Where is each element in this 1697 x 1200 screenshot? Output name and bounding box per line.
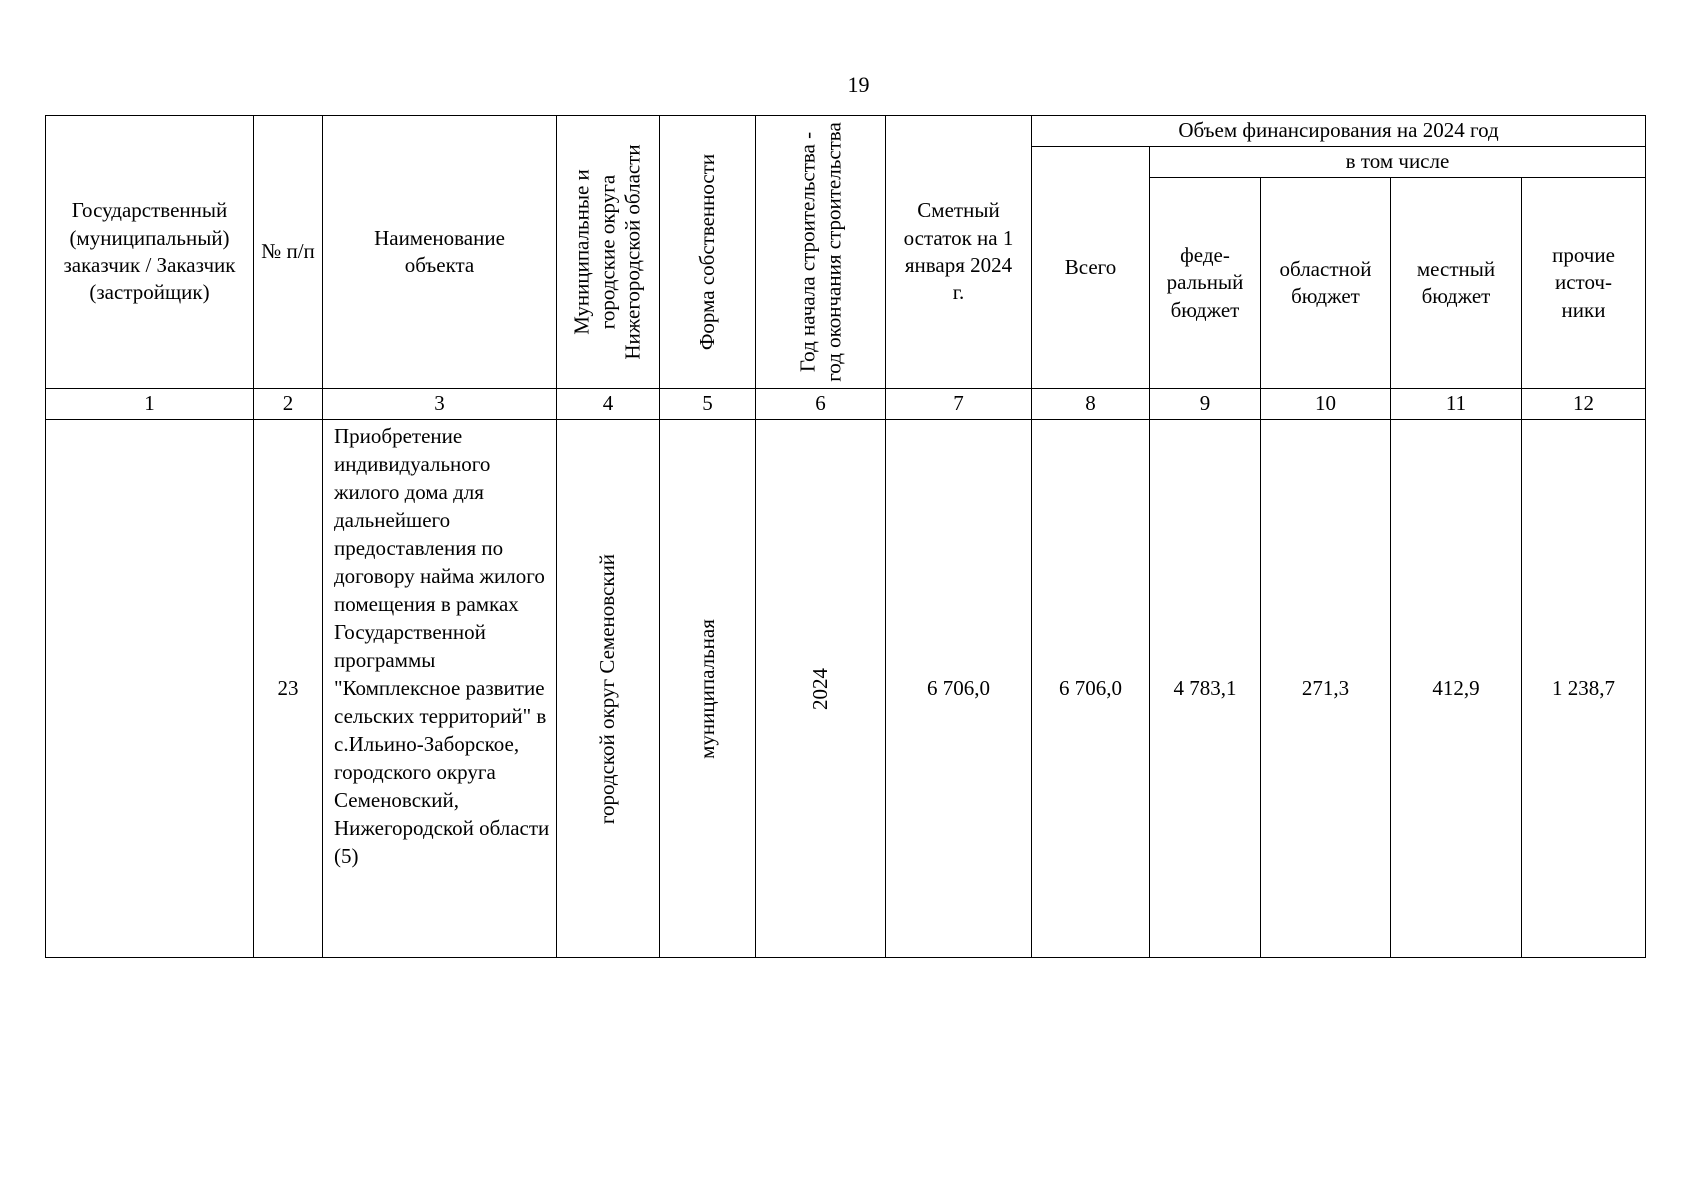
cell-total: 6 706,0 <box>1032 420 1150 958</box>
cell-customer <box>46 420 254 958</box>
column-number: 8 <box>1032 389 1150 420</box>
header-object-name-text: Наименование объекта <box>374 225 505 277</box>
column-number: 2 <box>254 389 323 420</box>
column-number: 10 <box>1261 389 1391 420</box>
cell-years <box>756 420 886 958</box>
header-estimated-balance-text: Сметный остаток на 1 января 2024 г. <box>903 198 1014 305</box>
header-municipalities <box>557 116 660 389</box>
column-number-row <box>46 389 1646 420</box>
cell-federal: 4 783,1 <box>1150 420 1261 958</box>
cell-years-text: 2024 <box>807 667 832 710</box>
cell-other: 1 238,7 <box>1522 420 1646 958</box>
header-municipalities-text: Муниципальные и городские округа Нижегородской области <box>569 144 645 360</box>
header-customer: Государственный (муниципальный) заказчик / Заказчик (застройщик) <box>46 116 254 389</box>
page-number: 19 <box>847 72 870 97</box>
table-row <box>46 420 1646 958</box>
header-federal-text: феде-ральный бюджет <box>1166 243 1244 322</box>
header-ownership-text: Форма собственности <box>694 153 719 351</box>
header-years <box>756 116 886 389</box>
cell-number: 23 <box>254 420 323 958</box>
header-object-name <box>323 116 557 389</box>
column-number: 1 <box>46 389 254 420</box>
header-other-text: прочие источ-ники <box>1552 243 1615 322</box>
column-number: 5 <box>660 389 756 420</box>
header-including: в том числе <box>1150 147 1646 178</box>
header-estimated-balance <box>886 116 1032 389</box>
cell-regional: 271,3 <box>1261 420 1391 958</box>
header-local <box>1391 178 1522 389</box>
cell-ownership <box>660 420 756 958</box>
header-federal <box>1150 178 1261 389</box>
cell-municipality-text: городской округ Семеновский <box>595 553 620 824</box>
cell-object-name: Приобретение индивидуального жилого дома для дальнейшего предоставления по договору найма жилого помещения в рамках Государственной программы "Комплексное развитие сельских территорий" в с.Ильино-Заборское, городского округа Семеновский, Нижегородской области (5) <box>323 420 557 958</box>
header-other <box>1522 178 1646 389</box>
header-regional: областной бюджет <box>1261 178 1391 389</box>
cell-municipality <box>557 420 660 958</box>
header-total: Всего <box>1032 147 1150 389</box>
column-number: 11 <box>1391 389 1522 420</box>
cell-estimated-balance: 6 706,0 <box>886 420 1032 958</box>
column-number: 3 <box>323 389 557 420</box>
cell-ownership-text: муниципальная <box>694 618 719 759</box>
financing-table <box>45 115 1646 958</box>
header-years-text: Год начала строительства - год окончания строительства <box>794 122 845 382</box>
column-number: 6 <box>756 389 886 420</box>
column-number: 9 <box>1150 389 1261 420</box>
column-number: 12 <box>1522 389 1646 420</box>
cell-local: 412,9 <box>1391 420 1522 958</box>
header-ownership <box>660 116 756 389</box>
header-financing-group: Объем финансирования на 2024 год <box>1032 116 1646 147</box>
header-number: № п/п <box>254 116 323 389</box>
column-number: 4 <box>557 389 660 420</box>
header-row-1 <box>46 116 1646 147</box>
column-number: 7 <box>886 389 1032 420</box>
header-local-text: местный бюджет <box>1416 256 1496 308</box>
